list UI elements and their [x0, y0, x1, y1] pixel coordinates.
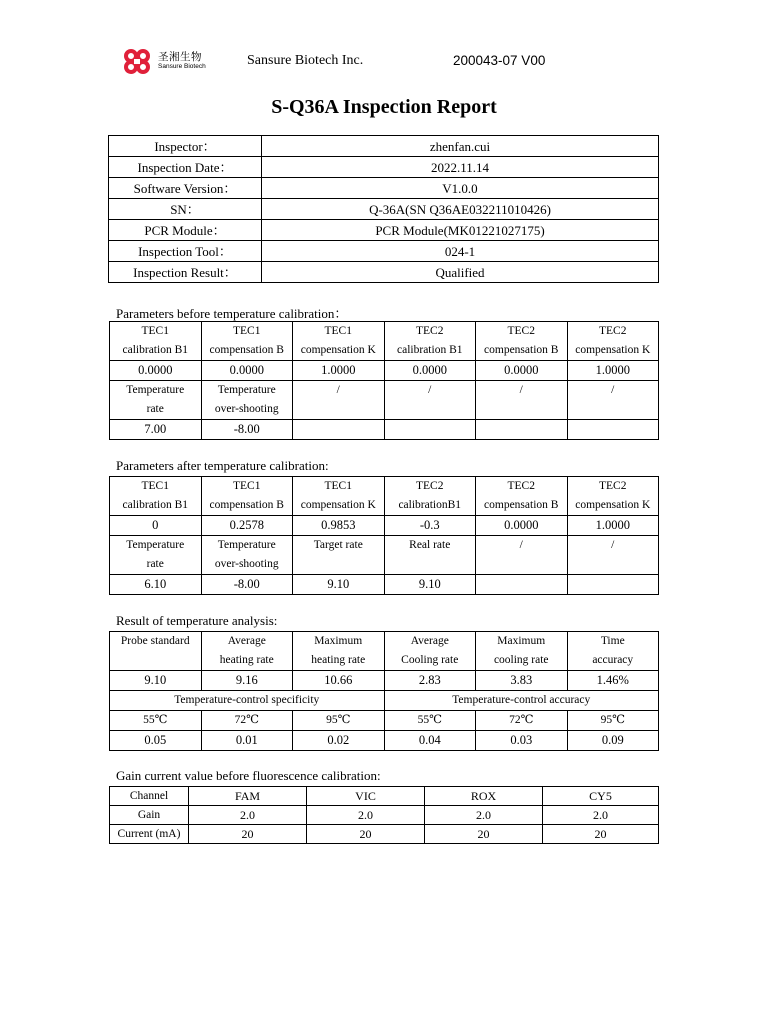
header-cell: /	[567, 536, 659, 575]
table-row	[110, 731, 659, 751]
value-cell: 6.10	[110, 575, 202, 595]
table-row	[110, 420, 659, 440]
header-cell: TEC1 calibration B1	[110, 322, 202, 361]
value-cell: 0.0000	[476, 361, 568, 381]
info-label: Inspection Tool：	[109, 241, 262, 262]
info-label: Inspection Result：	[109, 262, 262, 283]
value-cell	[567, 420, 659, 440]
info-row	[109, 262, 659, 283]
value-cell: 0.09	[567, 731, 659, 751]
header-cell: Maximum heating rate	[293, 632, 385, 671]
table-row	[110, 825, 659, 844]
company-name: Sansure Biotech Inc.	[247, 53, 364, 68]
info-value: Q-36A(SN Q36AE032211010426)	[262, 199, 659, 220]
gain-current-table	[109, 786, 659, 844]
channel-cell: CY5	[543, 787, 659, 806]
value-cell	[384, 420, 476, 440]
value-cell: -8.00	[201, 420, 293, 440]
value-cell: 10.66	[293, 671, 385, 691]
table-row	[110, 787, 659, 806]
info-row	[109, 157, 659, 178]
report-title: S-Q36A Inspection Report	[271, 96, 497, 118]
page-header	[0, 44, 768, 80]
table-row	[110, 806, 659, 825]
sansure-logo-icon	[121, 46, 155, 76]
group-header-accuracy: Temperature-control accuracy	[384, 691, 659, 711]
group-header-specificity: Temperature-control specificity	[110, 691, 385, 711]
channel-cell: VIC	[307, 787, 425, 806]
row-label: Channel	[110, 787, 189, 806]
table-row	[110, 381, 659, 420]
table-row	[110, 632, 659, 671]
value-cell: 9.10	[293, 575, 385, 595]
header-cell: /	[476, 536, 568, 575]
value-cell: -8.00	[201, 575, 293, 595]
value-cell: 2.0	[425, 806, 543, 825]
gain-title: Gain current value before fluorescence calibration:	[116, 768, 381, 783]
info-value: zhenfan.cui	[262, 136, 659, 157]
row-label: Current (mA)	[110, 825, 189, 844]
header-cell: Target rate	[293, 536, 385, 575]
value-cell: 2.0	[189, 806, 307, 825]
value-cell: 9.16	[201, 671, 293, 691]
value-cell	[476, 420, 568, 440]
header-cell: TEC2 calibration B1	[384, 322, 476, 361]
info-label: SN：	[109, 199, 262, 220]
header-cell: Real rate	[384, 536, 476, 575]
header-cell: Maximum cooling rate	[476, 632, 568, 671]
value-cell: 3.83	[476, 671, 568, 691]
value-cell: 0.0000	[110, 361, 202, 381]
inspection-info-table	[108, 135, 659, 283]
value-cell: 0.0000	[384, 361, 476, 381]
value-cell	[567, 575, 659, 595]
table-row	[110, 671, 659, 691]
header-cell: TEC2 compensation K	[567, 322, 659, 361]
value-cell: 1.46%	[567, 671, 659, 691]
value-cell: 9.10	[110, 671, 202, 691]
before-calibration-table	[109, 321, 659, 440]
value-cell: 1.0000	[567, 516, 659, 536]
value-cell: 0.05	[110, 731, 202, 751]
info-value: V1.0.0	[262, 178, 659, 199]
temperature-cell: 72℃	[201, 711, 293, 731]
channel-cell: ROX	[425, 787, 543, 806]
value-cell: 0.03	[476, 731, 568, 751]
info-label: PCR Module：	[109, 220, 262, 241]
value-cell: 0.9853	[293, 516, 385, 536]
value-cell: 0.0000	[201, 361, 293, 381]
header-cell: /	[293, 381, 385, 420]
header-cell: Average Cooling rate	[384, 632, 476, 671]
value-cell: 0.2578	[201, 516, 293, 536]
value-cell: -0.3	[384, 516, 476, 536]
document-number: 200043-07 V00	[453, 53, 546, 68]
temperature-cell: 55℃	[110, 711, 202, 731]
value-cell: 20	[189, 825, 307, 844]
value-cell: 2.0	[543, 806, 659, 825]
value-cell	[476, 575, 568, 595]
header-cell: /	[567, 381, 659, 420]
temperature-cell: 95℃	[567, 711, 659, 731]
header-cell: TEC1 compensation B	[201, 322, 293, 361]
header-cell: Temperature over-shooting	[201, 381, 293, 420]
header-cell: Temperature rate	[110, 381, 202, 420]
value-cell: 20	[307, 825, 425, 844]
header-cell: Average heating rate	[201, 632, 293, 671]
table-row	[110, 575, 659, 595]
table-row	[110, 361, 659, 381]
temperature-cell: 72℃	[476, 711, 568, 731]
header-cell: TEC1 compensation B	[201, 477, 293, 516]
info-row	[109, 241, 659, 262]
header-cell: /	[384, 381, 476, 420]
after-calibration-title: Parameters after temperature calibration:	[116, 458, 329, 473]
value-cell: 20	[543, 825, 659, 844]
info-row	[109, 220, 659, 241]
table-row	[110, 691, 659, 711]
info-row	[109, 136, 659, 157]
header-cell: TEC1 compensation K	[293, 322, 385, 361]
info-label: Inspection Date：	[109, 157, 262, 178]
value-cell: 9.10	[384, 575, 476, 595]
header-cell: TEC2 calibrationB1	[384, 477, 476, 516]
value-cell: 20	[425, 825, 543, 844]
header-cell: Temperature rate	[110, 536, 202, 575]
value-cell: 0.01	[201, 731, 293, 751]
info-label: Software Version：	[109, 178, 262, 199]
table-row	[110, 322, 659, 361]
row-label: Gain	[110, 806, 189, 825]
channel-cell: FAM	[189, 787, 307, 806]
value-cell: 0	[110, 516, 202, 536]
info-row	[109, 178, 659, 199]
analysis-title: Result of temperature analysis:	[116, 613, 278, 628]
header-cell: TEC1 compensation K	[293, 477, 385, 516]
info-value: PCR Module(MK01221027175)	[262, 220, 659, 241]
header-cell: TEC2 compensation B	[476, 322, 568, 361]
info-value: 2022.11.14	[262, 157, 659, 178]
value-cell: 0.04	[384, 731, 476, 751]
info-value: Qualified	[262, 262, 659, 283]
table-row	[110, 536, 659, 575]
table-row	[110, 477, 659, 516]
header-cell: Probe standard	[110, 632, 202, 671]
value-cell: 7.00	[110, 420, 202, 440]
value-cell: 1.0000	[567, 361, 659, 381]
temperature-cell: 95℃	[293, 711, 385, 731]
header-cell: Time accuracy	[567, 632, 659, 671]
value-cell	[293, 420, 385, 440]
value-cell: 0.02	[293, 731, 385, 751]
info-label: Inspector：	[109, 136, 262, 157]
value-cell: 2.83	[384, 671, 476, 691]
value-cell: 0.0000	[476, 516, 568, 536]
temperature-analysis-table	[109, 631, 659, 751]
info-value: 024-1	[262, 241, 659, 262]
header-cell: /	[476, 381, 568, 420]
company-logo	[121, 46, 211, 76]
logo-chinese-text: 圣湘生物	[158, 51, 202, 63]
info-row	[109, 199, 659, 220]
header-cell: Temperature over-shooting	[201, 536, 293, 575]
header-cell: TEC1 calibration B1	[110, 477, 202, 516]
value-cell: 1.0000	[293, 361, 385, 381]
header-cell: TEC2 compensation K	[567, 477, 659, 516]
header-cell: TEC2 compensation B	[476, 477, 568, 516]
table-row	[110, 516, 659, 536]
value-cell: 2.0	[307, 806, 425, 825]
logo-english-text: Sansure Biotech	[158, 63, 206, 70]
table-row	[110, 711, 659, 731]
after-calibration-table	[109, 476, 659, 595]
before-calibration-title: Parameters before temperature calibration：	[116, 306, 348, 321]
temperature-cell: 55℃	[384, 711, 476, 731]
